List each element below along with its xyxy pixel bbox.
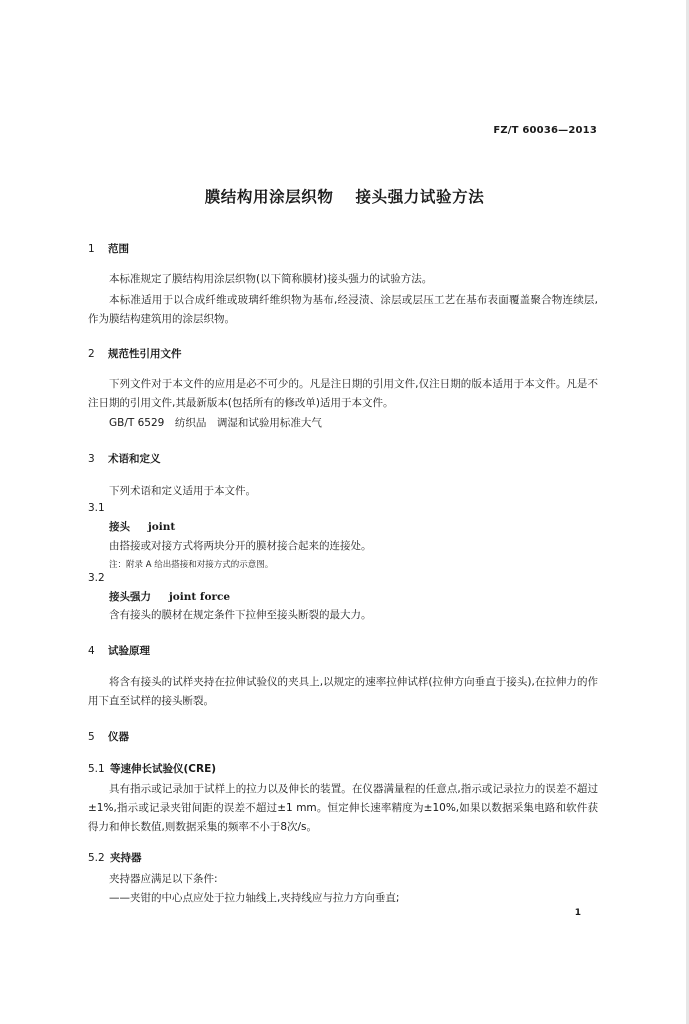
standard-number: FZ/T 60036—2013 xyxy=(493,125,597,136)
section-3-intro: 下列术语和定义适用于本文件。 xyxy=(109,485,256,497)
title-part-2: 接头强力试验方法 xyxy=(355,188,485,206)
term-2-definition: 含有接头的膜材在规定条件下拉伸至接头断裂的最大力。 xyxy=(109,609,372,621)
section-5-2-item-1: ——夹钳的中心点应处于拉力轴线上,夹持线应与拉力方向垂直; xyxy=(109,892,400,904)
section-4-heading: 4 试验原理 xyxy=(88,645,150,657)
section-1-para-1: 本标准规定了膜结构用涂层织物(以下简称膜材)接头强力的试验方法。 xyxy=(109,273,433,285)
term-2-number: 3.2 xyxy=(88,572,105,584)
term-1: 接头 joint xyxy=(109,521,176,533)
section-4-para-1: 将含有接头的试样夹持在拉伸试验仪的夹具上,以规定的速率拉伸试样(拉伸方向垂直于接头),在拉伸力的作用下直至试样的接头断裂。 xyxy=(88,676,598,707)
section-1-para-2: 本标准适用于以合成纤维或玻璃纤维织物为基布,经浸渍、涂层或层压工艺在基布表面覆盖聚合物连续层,作为膜结构建筑用的涂层织物。 xyxy=(88,294,598,325)
section-1-heading: 1 范围 xyxy=(88,243,129,255)
term-1-note: 注：附录 A 给出搭接和对接方式的示意图。 xyxy=(109,560,274,570)
section-3-heading: 3 术语和定义 xyxy=(88,453,161,465)
section-2-para-1: 下列文件对于本文件的应用是必不可少的。凡是注日期的引用文件,仅注日期的版本适用于本文件。凡是不注日期的引用文件,其最新版本(包括所有的修改单)适用于本文件。 xyxy=(88,378,598,409)
section-5-1-para-1: 具有指示或记录加于试样上的拉力以及伸长的装置。在仪器满量程的任意点,指示或记录拉力的误差不超过±1%,指示或记录夹钳间距的误差不超过±1 mm。恒定伸长速率精度为±10%,如果以数据采集电路和软件获得力和伸长数值,则数据采集的频率不小于8次/s。 xyxy=(88,783,598,833)
section-5-heading: 5 仪器 xyxy=(88,731,129,743)
section-5-2-heading: 5.2 夹持器 xyxy=(88,852,142,864)
section-2-heading: 2 规范性引用文件 xyxy=(88,348,182,360)
normative-reference: GB/T 6529 纺织品 调湿和试验用标准大气 xyxy=(109,417,322,429)
section-5-2-para-1: 夹持器应满足以下条件: xyxy=(109,873,218,885)
title-part-1: 膜结构用涂层织物 xyxy=(204,188,334,206)
term-1-definition: 由搭接或对接方式将两块分开的膜材接合起来的连接处。 xyxy=(109,540,372,552)
section-5-1-heading: 5.1 等速伸长试验仪(CRE) xyxy=(88,763,217,775)
term-2: 接头强力 joint force xyxy=(109,591,231,603)
page-number: 1 xyxy=(574,908,581,918)
term-1-number: 3.1 xyxy=(88,502,105,514)
document-title xyxy=(0,185,689,207)
